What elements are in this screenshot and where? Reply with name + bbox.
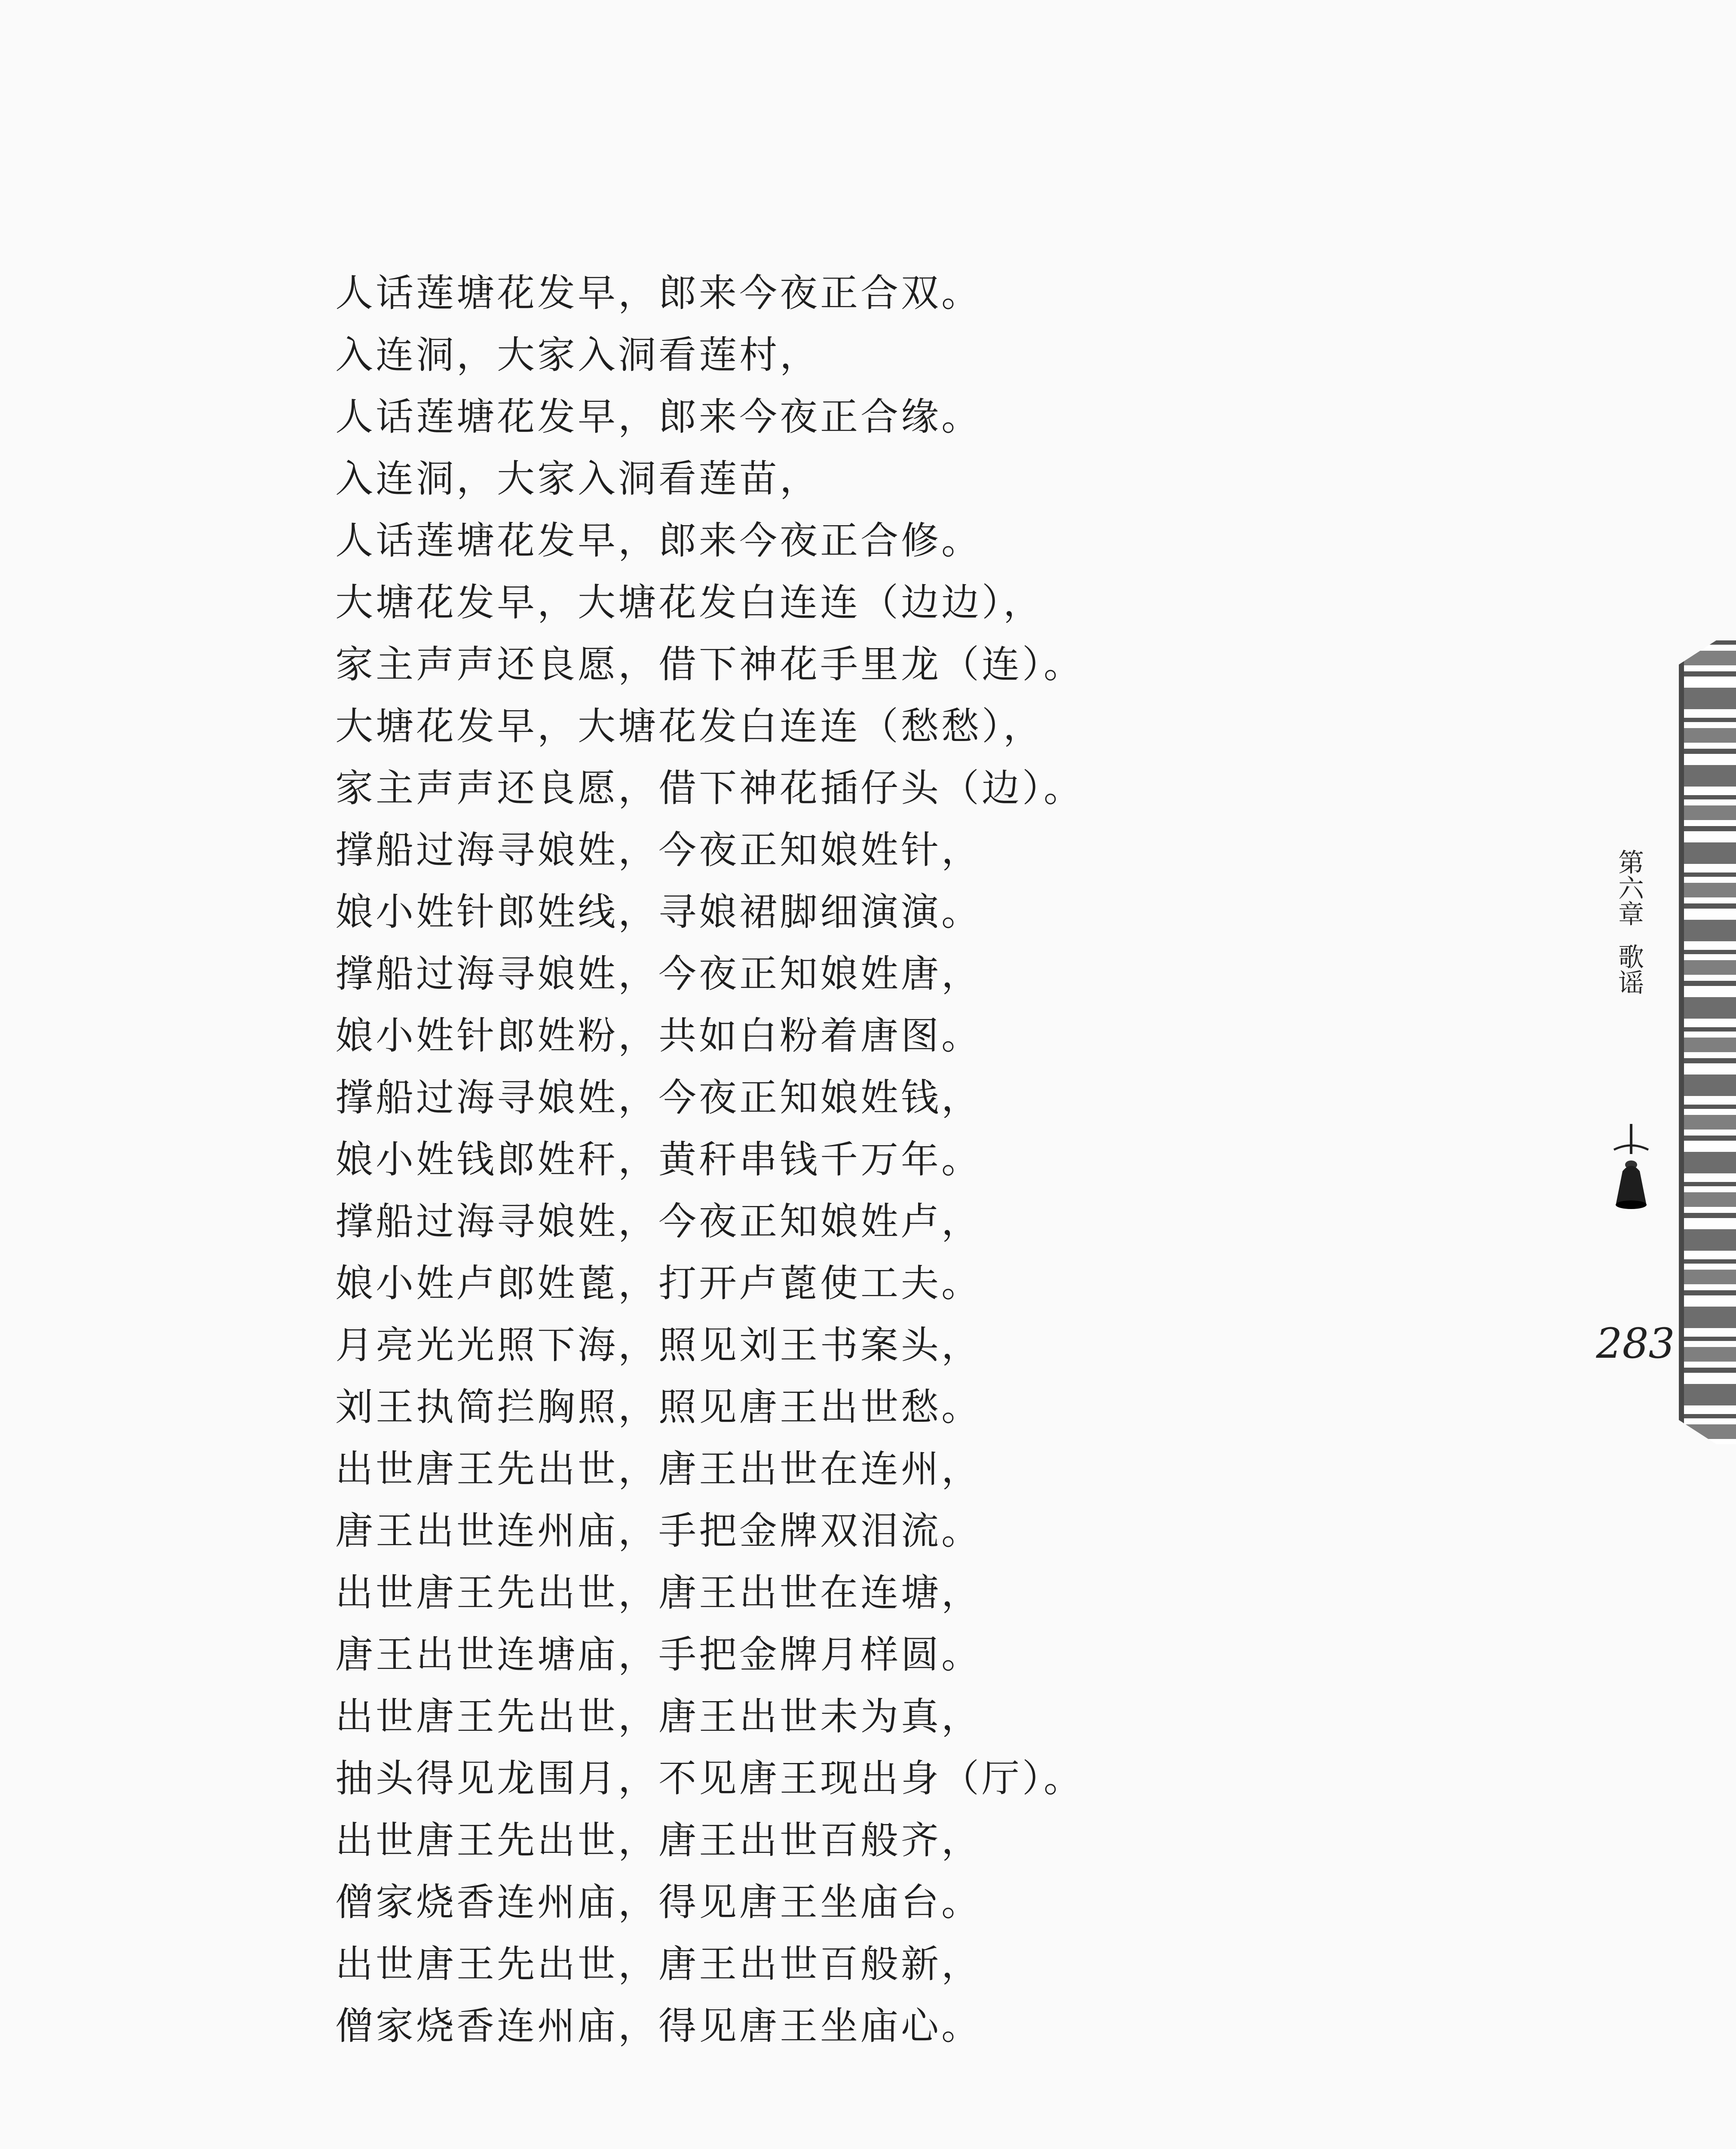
verse-block	[335, 262, 1324, 2057]
verse-line: 僧家烧香连州庙，得见唐王坐庙台。	[335, 1880, 982, 1924]
page-number: 283	[1596, 1319, 1675, 1368]
verse-line: 人话莲塘花发早，郎来今夜正合修。	[335, 518, 982, 563]
verse-line: 娘小姓卢郎姓蓖，打开卢蓖使工夫。	[335, 1261, 982, 1305]
verse-line: 家主声声还良愿，借下神花插仔头（边）。	[335, 766, 1084, 810]
verse-line: 月亮光光照下海，照见刘王书案头，	[335, 1323, 982, 1367]
verse-line: 娘小姓针郎姓线，寻娘裙脚细演演。	[335, 890, 982, 934]
verse-line: 出世唐王先出世，唐王出世在连塘，	[335, 1570, 982, 1615]
verse-line: 出世唐王先出世，唐王出世在连州，	[335, 1447, 982, 1491]
verse-line: 出世唐王先出世，唐王出世未为真，	[335, 1694, 982, 1739]
verse-line: 唐王出世连塘庙，手把金牌月样圆。	[335, 1632, 982, 1677]
verse-line: 出世唐王先出世，唐王出世百般新，	[335, 1942, 982, 1986]
verse-line: 撑船过海寻娘姓，今夜正知娘姓唐，	[335, 952, 982, 996]
verse-line: 撑船过海寻娘姓，今夜正知娘姓钱，	[335, 1075, 982, 1120]
bell-icon	[1610, 1124, 1653, 1214]
verse-line: 撑船过海寻娘姓，今夜正知娘姓卢，	[335, 1199, 982, 1243]
verse-line: 大塘花发早，大塘花发白连连（愁愁），	[335, 704, 1044, 748]
verse-line: 大塘花发早，大塘花发白连连（边边），	[335, 580, 1044, 624]
chapter-label: 第六章	[1614, 849, 1644, 926]
verse-line: 入连洞，大家入洞看莲苗，	[335, 456, 821, 501]
section-label: 歌谣	[1614, 943, 1644, 995]
verse-line: 撑船过海寻娘姓，今夜正知娘姓针，	[335, 828, 982, 872]
verse-line: 出世唐王先出世，唐王出世百般齐，	[335, 1818, 982, 1862]
verse-line: 娘小姓钱郎姓秆，黄秆串钱千万年。	[335, 1137, 982, 1182]
verse-line: 家主声声还良愿，借下神花手里龙（连）。	[335, 642, 1084, 686]
verse-line: 人话莲塘花发早，郎来今夜正合双。	[335, 271, 982, 315]
chapter-marker	[1610, 849, 1648, 995]
verse-line: 刘王执简拦胸照，照见唐王出世愁。	[335, 1385, 982, 1429]
verse-line: 入连洞，大家入洞看莲村，	[335, 333, 821, 377]
verse-line: 唐王出世连州庙，手把金牌双泪流。	[335, 1509, 982, 1553]
verse-line: 人话莲塘花发早，郎来今夜正合缘。	[335, 395, 982, 439]
verse-line: 抽头得见龙围月，不见唐王现出身（厅）。	[335, 1756, 1084, 1800]
decorative-border	[1679, 640, 1736, 1444]
verse-line: 僧家烧香连州庙，得见唐王坐庙心。	[335, 2004, 982, 2048]
verse-line: 娘小姓针郎姓粉，共如白粉着唐图。	[335, 1013, 982, 1058]
